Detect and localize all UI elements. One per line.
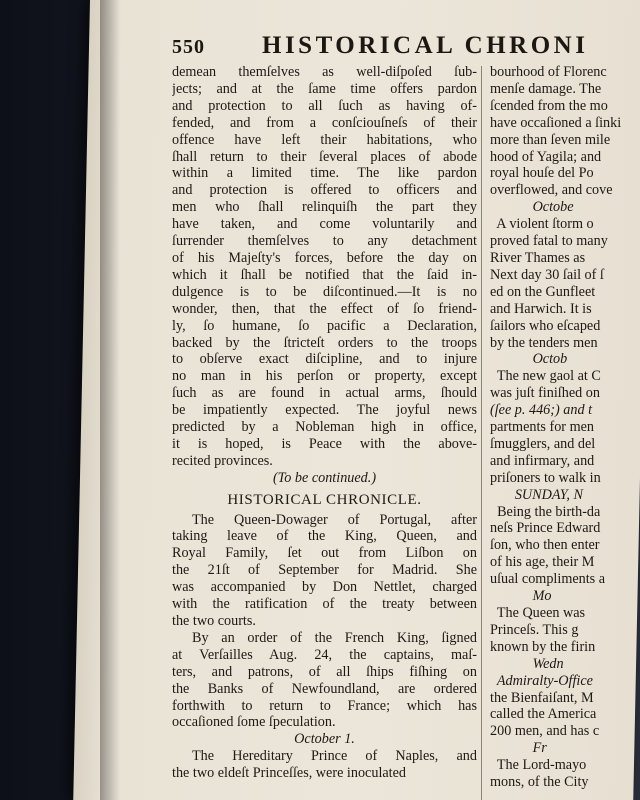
text-line: within a limited time. The like pardon [172, 165, 477, 182]
text-line: ſailors who eſcaped [490, 317, 601, 334]
text-line: offence have left their habitations, who [172, 131, 477, 148]
text-line: proved fatal to many [490, 233, 608, 250]
text-line: and protection to all ſuch as having of- [172, 97, 477, 114]
text-line: ters, and patrons, of all ſhips fiſhing on [172, 663, 477, 680]
text-line: The Queen was [490, 605, 586, 621]
text-line: bourhood of Florenc [490, 64, 607, 80]
text-line: occaſioned ſome ſpeculation. [172, 714, 336, 731]
text-line: ſurrender themſelves to any detachment [172, 233, 477, 250]
text-line: the two courts. [172, 613, 256, 629]
text-line: A violent ſtorm o [490, 216, 594, 233]
text-line: wonder, then, that the effect of ſo friend- [172, 300, 477, 317]
text-line: more than ſeven mile [490, 131, 611, 148]
text-line: men who ſhall relinquiſh the part they [172, 199, 477, 216]
text-line: and infirmary, and [490, 452, 595, 469]
text-line: neſs Prince Edward [490, 520, 601, 537]
left-text-block-4 [172, 748, 477, 782]
text-line: have taken, and come voluntarily and [172, 216, 477, 233]
text-line: predicted by a Nobleman high in office, [172, 419, 477, 436]
text-line: the 21ſt of September for Madrid. She [172, 562, 477, 579]
text-line: and Harwich. It is [490, 300, 592, 317]
text-line: with the ratification of the treaty between [172, 596, 477, 613]
text-line: The Queen-Dowager of Portugal, after [192, 511, 477, 528]
text-line: royal houſe del Po [490, 165, 594, 182]
page-number: 550 [172, 36, 205, 58]
page-header [172, 30, 640, 62]
dateline: October 1. [294, 731, 355, 748]
text-line: by the tenders men [490, 334, 598, 351]
text-line: (ſee p. 446;) and t [490, 402, 593, 419]
left-text-block-1 [172, 64, 477, 470]
to-be-continued: (To be continued.) [272, 469, 377, 486]
text-line: Princeſs. This g [490, 621, 579, 638]
text-line: hood of Yagila; and [490, 148, 602, 165]
text-line: Being the birth-da [490, 503, 601, 520]
text-line: uſual compliments a [490, 571, 606, 588]
text-line: the two eldeſt Princeſſes, were inoculated [172, 765, 407, 782]
left-column [172, 64, 477, 782]
text-line: Next day 30 ſail of ſ [490, 266, 604, 283]
text-line: which it ſhall be notified that the ſaid in- [172, 266, 477, 283]
text-line: The Lord-mayo [490, 757, 587, 774]
text-line: at Verſailles Aug. 24, the captains, maſ- [172, 646, 477, 663]
text-line: called the America [490, 706, 597, 723]
text-line: Royal Family, ſet out from Liſbon on [172, 545, 477, 562]
text-line: priſoners to walk in [490, 469, 601, 486]
text-line: of his age, their M [490, 554, 595, 571]
text-line: ſcended from the mo [490, 97, 608, 114]
text-line: The new gaol at C [490, 368, 601, 385]
text-line: have occaſioned a ſinki [490, 114, 622, 131]
text-line: it is hoped, is Peace with the above- [172, 435, 477, 452]
text-line: overflowed, and cove [490, 182, 613, 199]
text-line: was juſt finiſhed on [490, 385, 600, 402]
text-line: ſmugglers, and del [490, 435, 596, 452]
text-line: Wedn [490, 655, 564, 672]
text-line: the Banks of Newfoundland, are ordered [172, 680, 477, 697]
left-text-block-2 [172, 512, 477, 630]
text-line: ly, ſo humane, ſo pacific a Declaration, [172, 317, 477, 334]
text-line: was accompanied by Don Nettlet, charged [172, 579, 477, 596]
running-head: HISTORICAL CHRONI [262, 32, 589, 59]
text-line: the Bienfaiſant, M [490, 689, 594, 706]
text-line: forthwith to return to France; which has [172, 697, 477, 714]
text-line: ed on the Gunfleet [490, 283, 596, 300]
text-line: ſon, who then enter [490, 537, 600, 554]
right-column [490, 64, 640, 791]
text-line: Octob [490, 351, 568, 368]
text-line: no man in his perſon or property, except [172, 368, 477, 385]
page-gutter-shadow [100, 0, 120, 800]
text-line: The Hereditary Prince of Naples, and [192, 748, 477, 765]
text-line: Fr [490, 740, 547, 757]
column-rule [481, 66, 482, 800]
text-line: and protection is offered to officers and [172, 182, 477, 199]
text-line: demean themſelves as well-diſpoſed ſub- [172, 64, 477, 80]
text-line: be impatiently expected. The joyful news [172, 402, 477, 419]
text-line: to obſerve exact diſcipline, and to injure [172, 351, 477, 368]
text-line: 200 men, and has c [490, 723, 600, 740]
section-heading: HISTORICAL CHRONICLE. [227, 491, 422, 508]
text-line: Mo [490, 588, 552, 605]
text-line: mons, of the City [490, 774, 589, 791]
text-line: River Thames as [490, 249, 586, 266]
text-line: ſuch as are found in actual arms, ſhould [172, 385, 477, 402]
text-line: dulgence is to be diſcontinued.—It is no [172, 283, 477, 300]
text-line: partments for men [490, 419, 595, 436]
text-line: recited provinces. [172, 452, 273, 469]
text-line: jects; and at the ſame time offers pardon [172, 80, 477, 97]
left-text-block-3 [172, 630, 477, 731]
text-line: of his Majeſty's forces, before the day on [172, 249, 477, 266]
text-line: known by the firin [490, 638, 596, 655]
text-line: By an order of the French King, ſigned [192, 629, 477, 646]
text-line: backed by the ſtricteſt orders to the troops [172, 334, 477, 351]
text-line: taking leave of the King, Queen, and [172, 528, 477, 545]
text-line: Octobe [490, 199, 574, 216]
text-line: Admiralty-Office [490, 672, 593, 689]
text-line: SUNDAY, N [490, 486, 583, 503]
text-line: ſhall return to their ſeveral places of abode [172, 148, 477, 165]
text-line: fended, and from a conſciouſneſs of their [172, 114, 477, 131]
text-line: menſe damage. The [490, 80, 602, 97]
